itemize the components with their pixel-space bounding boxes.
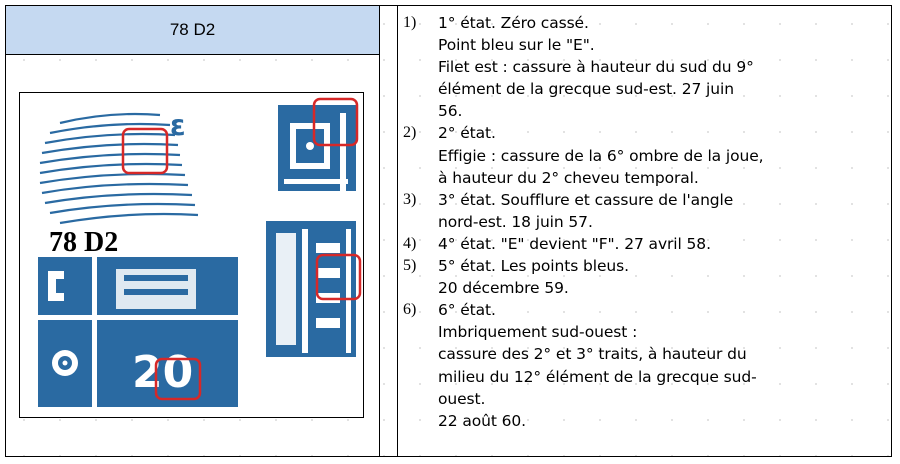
item-line: nord-est. 18 juin 57. [438,212,593,231]
ornament-top-right [278,105,356,193]
item-line: 56. [438,102,463,121]
item-line: cassure des 2° et 3° traits, à hauteur du [438,345,747,364]
item-line: ouest. [438,389,486,408]
item-line: 6° état. [438,301,496,320]
item-line: élément de la grecque sud-est. 27 juin [438,80,734,99]
item-number: 3) [403,190,417,208]
item-number: 1) [403,14,417,31]
item-line: 4° état. "E" devient "F". 27 avril 58. [438,234,711,253]
item-line: Imbriquement sud-ouest : [438,323,638,342]
list-item [403,255,763,299]
item-line: Filet est : cassure à hauteur du sud du 9° [438,58,754,77]
list-item [403,12,763,122]
description-column [398,6,892,456]
marker-effigy [123,129,167,173]
stamp-detail-image [19,92,364,418]
list-item [403,122,764,188]
stamp-value: 20 [132,347,194,398]
svg-text:ε: ε [170,109,186,142]
item-line: 5° état. Les points bleus. [438,257,629,276]
item-line: à hauteur du 2° cheveu temporal. [438,168,699,187]
item-line: 1° état. Zéro cassé. [438,14,589,32]
list-item [403,233,763,255]
table-header: 78 D2 [6,6,379,55]
item-line: milieu du 12° élément de la grecque sud- [438,367,757,386]
item-line: 20 décembre 59. [438,279,569,298]
item-number: 5) [403,257,417,275]
item-number: 4) [403,234,417,252]
item-line: 3° état. Soufflure et cassure de l'angle [438,190,734,209]
image-column [6,6,380,456]
stamp-variety-table [5,5,892,457]
item-line: Effigie : cassure de la 6° ombre de la joue, [438,146,764,165]
list-item [403,299,763,432]
item-number: 2) [403,124,417,142]
state-list [403,12,764,432]
item-line: 22 août 60. [438,411,527,430]
variety-label: 78 D2 [49,227,119,258]
item-number: 6) [403,301,417,319]
list-item [403,189,763,233]
item-line: Point bleu sur le "E". [438,36,595,55]
item-line: 2° état. [438,124,496,143]
ornament-right-middle [266,221,356,357]
